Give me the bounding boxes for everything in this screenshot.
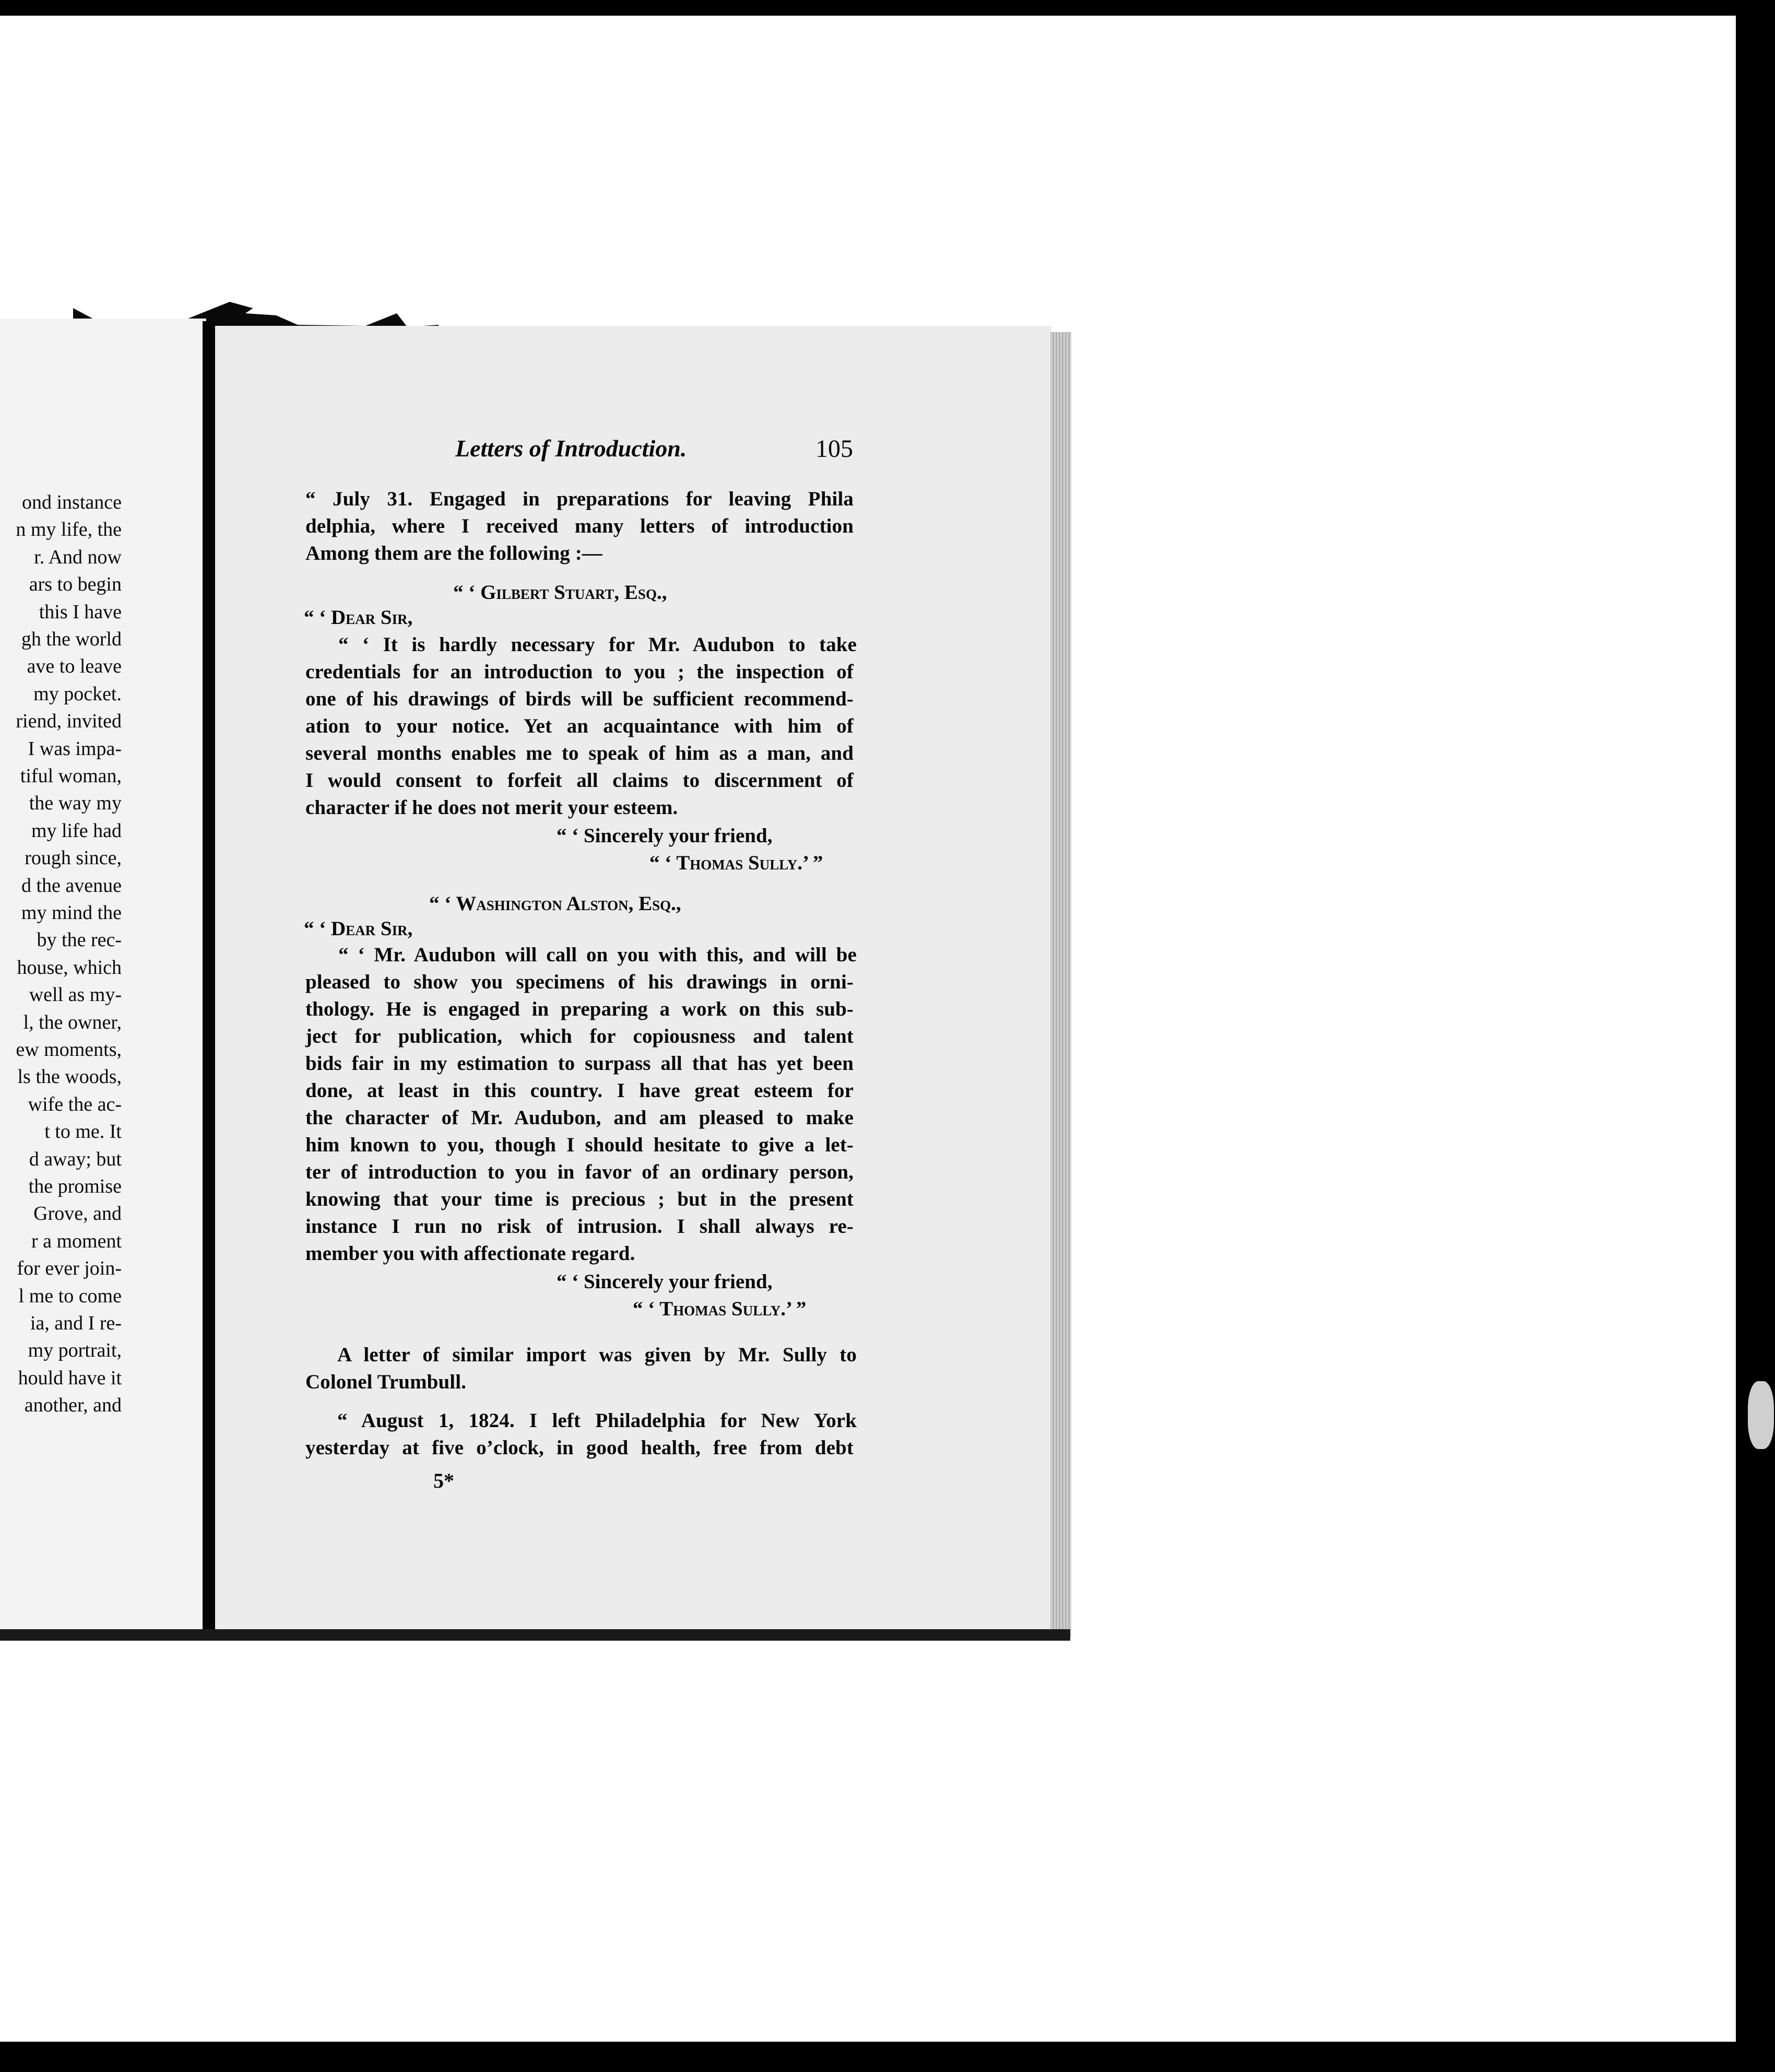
letter2-line: bids fair in my estimation to surpass all that has yet been [305,1052,854,1075]
letter1-signature: “ ‘ Thomas Sully.’ ” [649,852,823,874]
letter2-line: him known to you, though I should hesitate to give a let- [305,1134,854,1156]
letter2-line: knowing that your time is precious ; but in the present [305,1188,854,1210]
letter1-line: “ ‘ It is hardly necessary for Mr. Audubon to take [338,633,857,656]
scan-speck [1748,1381,1774,1449]
letter1-addressee: “ ‘ Gilbert Stuart, Esq., [453,581,667,604]
left-page-line: hould have it [18,1367,122,1389]
left-page-line: ls the woods, [17,1066,122,1088]
left-page-line: gh the world [21,628,122,650]
letter1-line: ation to your notice. Yet an acquaintance with him of [305,715,854,737]
signature-mark: 5* [433,1469,454,1492]
left-page-line: r a moment [31,1230,122,1252]
paragraph-line: Colonel Trumbull. [305,1371,466,1393]
left-page-line: t to me. It [44,1121,122,1143]
letter2-line: done, at least in this country. I have great esteem for [305,1079,854,1102]
letter1-line: several months enables me to speak of him as a man, and [305,742,854,764]
paragraph-line: A letter of similar import was given by Mr. Sully to [337,1344,857,1366]
letter1-line: one of his drawings of birds will be sufficient recommend- [305,688,854,710]
left-page-line: n my life, the [16,519,122,540]
left-page-line: Grove, and [33,1203,122,1225]
left-page-line: wife the ac- [28,1093,122,1115]
letter2-line: “ ‘ Mr. Audubon will call on you with this, and will be [338,944,857,966]
left-page-line: riend, invited [16,710,122,732]
left-page-line: ew moments, [16,1039,122,1061]
left-page-line: by the rec- [37,929,122,951]
left-page-line: ave to leave [27,655,122,677]
left-page-line: ia, and I re- [30,1312,122,1334]
diary-entry-line: yesterday at five o’clock, in good health, free from debt [305,1437,854,1459]
intro-line: “ July 31. Engaged in preparations for leaving Phila [305,488,854,510]
page-edges [1050,332,1071,1638]
left-page-line: the way my [29,792,122,814]
left-page-line: for ever join- [17,1257,122,1279]
letter2-line: instance I run no risk of intrusion. I shall always re- [305,1215,854,1238]
left-page-line: ond instance [21,491,122,513]
intro-line: delphia, where I received many letters of introduction [305,515,854,537]
diary-entry-line: “ August 1, 1824. I left Philadelphia for New York [337,1409,857,1432]
letter1-line: character if he does not merit your esteem. [305,796,678,819]
letter2-closing: “ ‘ Sincerely your friend, [557,1270,773,1293]
left-page-line: well as my- [29,984,122,1006]
left-page-line: this I have [39,601,122,623]
left-page-line: another, and [24,1394,122,1416]
letter2-line: ter of introduction to you in favor of an ordinary person, [305,1161,854,1183]
left-page-line: I was impa- [28,738,122,760]
left-page-line: ars to begin [29,573,122,595]
left-page-line: my pocket. [33,683,122,705]
letter2-salutation: “ ‘ Dear Sir, [304,917,413,940]
letter2-line: member you with affectionate regard. [305,1242,635,1265]
letter1-salutation: “ ‘ Dear Sir, [304,606,413,629]
left-page-line: my portrait, [28,1339,122,1361]
letter2-signature: “ ‘ Thomas Sully.’ ” [633,1298,807,1320]
left-page-line: l, the owner, [23,1011,122,1033]
intro-line: Among them are the following :— [305,542,602,564]
letter2-addressee: “ ‘ Washington Alston, Esq., [429,892,681,915]
left-page-line: the promise [28,1175,122,1197]
letter1-line: I would consent to forfeit all claims to discernment of [305,769,854,792]
left-page-line: house, which [17,957,122,979]
letter2-line: pleased to show you specimens of his drawings in orni- [305,971,854,993]
left-page-line: my mind the [21,902,122,924]
left-page-line: d away; but [29,1148,122,1170]
letter2-line: thology. He is engaged in preparing a work on this sub- [305,998,854,1020]
left-page-line: l me to come [18,1285,122,1307]
letter1-closing: “ ‘ Sincerely your friend, [557,825,773,847]
left-page-line: r. And now [34,546,122,568]
letter2-line: the character of Mr. Audubon, and am pleased to make [305,1106,854,1129]
letter1-line: credentials for an introduction to you ; the inspection of [305,661,854,683]
left-page-line: tiful woman, [20,765,122,787]
running-head: Letters of Introduction. [455,435,687,462]
left-page-line: my life had [31,820,122,842]
letter2-line: ject for publication, which for copiousness and talent [305,1025,854,1047]
left-page-line: rough since, [25,847,122,869]
book-spine [203,321,216,1637]
bottom-shadow [0,1629,1070,1641]
left-page-line: d the avenue [21,875,122,897]
page-number: 105 [815,435,853,463]
